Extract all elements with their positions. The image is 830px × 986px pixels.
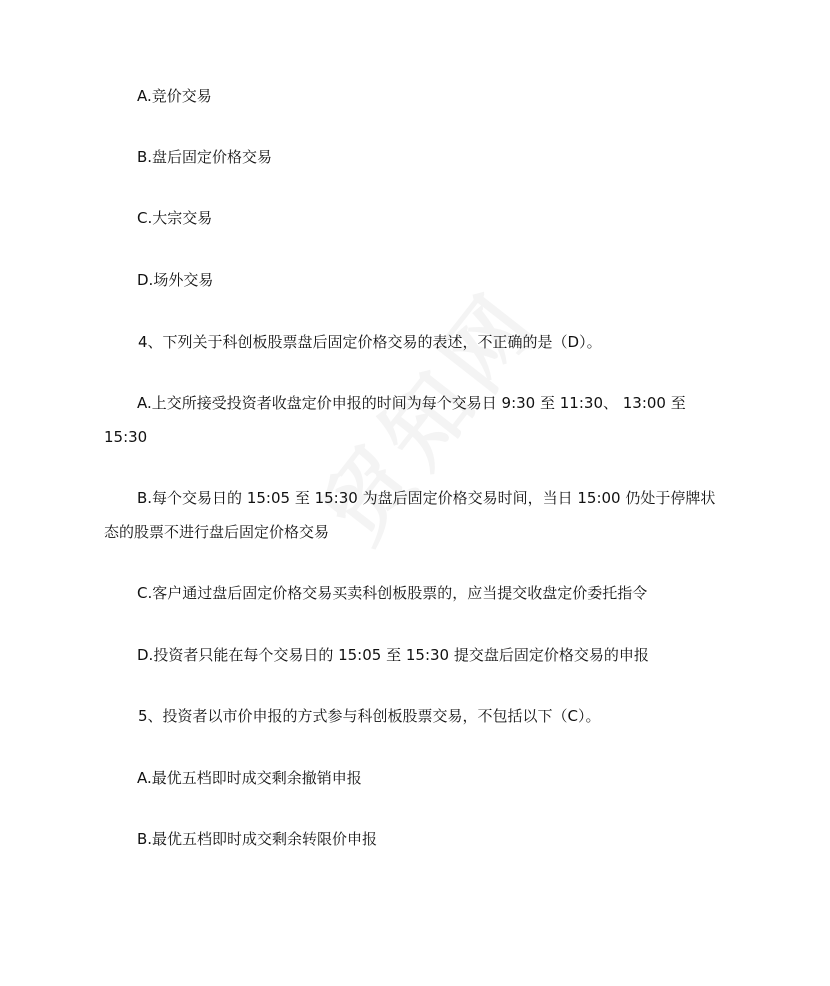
option-a: A.竞价交易 [137, 87, 212, 105]
q4-option-c: C.客户通过盘后固定价格交易买卖科创板股票的，应当提交收盘定价委托指令 [137, 584, 648, 602]
q4-option-b-line-1: B.每个交易日的 15:05 至 15:30 为盘后固定价格交易时间，当日 15:00 仍处于停牌状 [137, 489, 716, 507]
option-c: C.大宗交易 [137, 209, 213, 227]
q4-option-a-line-2: 15:30 [104, 428, 148, 446]
q4-option-a-line-1: A.上交所接受投资者收盘定价申报的时间为每个交易日 9:30 至 11:30、 13:00 至 [137, 394, 686, 412]
option-d: D.场外交易 [137, 271, 214, 289]
question-4: 4、下列关于科创板股票盘后固定价格交易的表述，不正确的是（D）。 [138, 333, 602, 351]
option-b: B.盘后固定价格交易 [137, 148, 273, 166]
question-5: 5、投资者以市价申报的方式参与科创板股票交易，不包括以下（C）。 [138, 707, 601, 725]
q5-option-b: B.最优五档即时成交剩余转限价申报 [137, 830, 378, 848]
q4-option-b-line-2: 态的股票不进行盘后固定价格交易 [104, 523, 330, 541]
q5-option-a: A.最优五档即时成交剩余撤销申报 [137, 769, 362, 787]
q4-option-d: D.投资者只能在每个交易日的 15:05 至 15:30 提交盘后固定价格交易的申报 [137, 646, 649, 664]
